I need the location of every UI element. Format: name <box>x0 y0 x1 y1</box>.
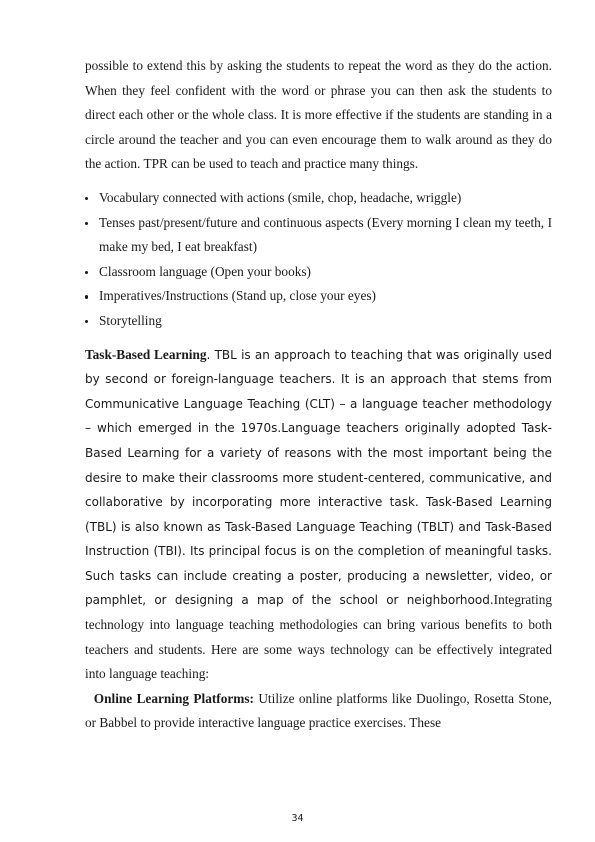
list-item <box>85 211 552 260</box>
bullet-list <box>85 186 552 334</box>
online-text: Utilize online platforms like Duolingo, Rosetta Stone, or Babbel to provide interactive language practice exercises. These <box>85 690 552 731</box>
tbl-paragraph <box>85 343 552 687</box>
bullet-icon <box>85 271 88 274</box>
list-item-text: Imperatives/Instructions (Stand up, close your eyes) <box>99 288 376 304</box>
list-item-text: Vocabulary connected with actions (smile, chop, headache, wriggle) <box>99 189 462 205</box>
tbl-text-part1: . TBL is an approach to teaching that was originally used by second or foreign-language teachers. It is an approach that stems from Communicative Language Teaching (CLT) – a language teacher methodology – which emerged in the 1970s. <box>85 347 553 436</box>
list-item-text: Tenses past/present/future and continuous aspects (Every morning I clean my teeth, I make my bed, I eat breakfast) <box>99 214 552 255</box>
list-item-text: Storytelling <box>99 312 162 328</box>
bullet-icon <box>85 197 88 200</box>
list-item <box>85 309 552 334</box>
tbl-text-part3: Integrating technology into language teaching methodologies can bring various benefits to both teachers and students. Here are some ways technology can be effectively integrated into language teaching: <box>85 592 552 682</box>
list-item <box>85 284 552 309</box>
intro-paragraph: possible to extend this by asking the students to repeat the word as they do the action. When they feel confident with the word or phrase you can then ask the students to direct each other or the whole class. It is more effective if the students are standing in a circle around the teacher and you can even encourage them to walk around as they do the action. TPR can be used to teach and practice many things. <box>85 58 552 172</box>
list-item <box>85 186 552 211</box>
bullet-icon <box>85 222 88 225</box>
online-platforms-paragraph <box>85 687 552 736</box>
page-content <box>85 54 552 736</box>
online-heading: Online Learning Platforms: <box>93 690 254 706</box>
list-item-text: Classroom language (Open your books) <box>99 263 311 279</box>
bullet-icon <box>85 320 88 323</box>
page-number: 34 <box>291 813 304 824</box>
tbl-text-part2: Language teachers originally adopted Task-Based Learning for a variety of reasons with the most important being the desire to make their classrooms more student-centered, communicative, and collaborative by incorporating more interactive task. Task-Based Learning (TBL) is also known as Task-Based Language Teaching (TBLT) and Task-Based Instruction (TBI). Its principal focus is on the completion of meaningful tasks. Such tasks can include creating a poster, producing a newsletter, video, or pamphlet, or designing a map of the school or neighborhood. <box>85 421 553 608</box>
list-item <box>85 260 552 285</box>
tbl-heading: Task-Based Learning <box>85 346 207 362</box>
bullet-icon <box>85 295 88 298</box>
